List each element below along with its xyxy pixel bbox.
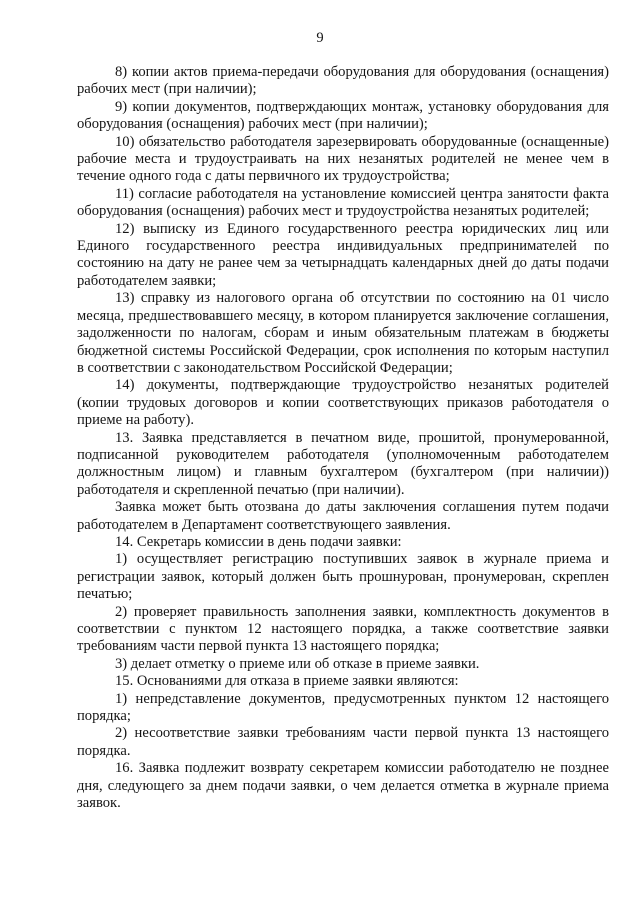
paragraph-clause-14-item-2: 2) проверяет правильность заполнения заявки, комплектность документов в соответствии с пунктом 12 настоящего порядка, а также соответствие заявки требованиям части первой пункта 13 настоящего порядка; [77, 603, 609, 655]
paragraph-item-14: 14) документы, подтверждающие трудоустройство незанятых родителей (копии трудовых договоров и копии соответствующих приказов работодателя о приеме на работу). [77, 377, 609, 429]
paragraph-item-12: 12) выписку из Единого государственного реестра юридических лиц или Единого государственного реестра индивидуальных предпринимателей по состоянию на дату не ранее чем за четырнадцать календарных дней до даты подачи работодателем заявки; [77, 220, 609, 289]
paragraph-clause-13: 13. Заявка представляется в печатном виде, прошитой, пронумерованной, подписанной руководителем работодателя (уполномоченным работодателем должностным лицом) и главным бухгалтером (бухгалтером (при наличии)) работодателя и скрепленной печатью (при наличии). [77, 429, 609, 498]
paragraph-item-13: 13) справку из налогового органа об отсутствии по состоянию на 01 число месяца, предшествовавшего месяцу, в котором планируется заключение соглашения, задолженности по налогам, сборам и иным обязательным платежам в бюджеты бюджетной системы Российской Федерации, срок исполнения по которым наступил в соответствии с законодательством Российской Федерации; [77, 290, 609, 376]
paragraph-clause-14-item-3: 3) делает отметку о приеме или об отказе в приеме заявки. [115, 655, 480, 672]
paragraph-clause-15: 15. Основаниями для отказа в приеме заявки являются: [115, 673, 459, 690]
paragraph-clause-16: 16. Заявка подлежит возврату секретарем комиссии работодателю не позднее дня, следующего за днем подачи заявки, о чем делается отметка в журнале приема заявок. [77, 760, 609, 812]
page-number: 9 [316, 30, 324, 46]
paragraph-clause-13-withdrawal: Заявка может быть отозвана до даты заключения соглашения путем подачи работодателем в Департамент соответствующего заявления. [77, 499, 609, 533]
paragraph-clause-15-item-1: 1) непредставление документов, предусмотренных пунктом 12 настоящего порядка; [77, 690, 609, 725]
paragraph-item-10: 10) обязательство работодателя зарезервировать оборудованные (оснащенные) рабочие места и трудоустраивать на них незанятых родителей не менее чем в течение одного года с даты первичного их трудоустройства; [77, 133, 609, 185]
document-body [77, 64, 609, 812]
paragraph-item-9: 9) копии документов, подтверждающих монтаж, установку оборудования для оборудования (оснащения) рабочих мест (при наличии); [77, 98, 609, 133]
paragraph-clause-14: 14. Секретарь комиссии в день подачи заявки: [115, 533, 402, 550]
paragraph-clause-15-item-2: 2) несоответствие заявки требованиям части первой пункта 13 настоящего порядка. [77, 725, 609, 759]
paragraph-item-11: 11) согласие работодателя на установление комиссией центра занятости факта оборудования (оснащения) рабочих мест и трудоустройства незанятых родителей; [77, 185, 609, 220]
paragraph-item-8: 8) копии актов приема-передачи оборудования для оборудования (оснащения) рабочих мест (при наличии); [77, 64, 609, 98]
paragraph-clause-14-item-1: 1) осуществляет регистрацию поступивших заявок в журнале приема и регистрации заявок, который должен быть прошнурован, пронумерован, скреплен печатью; [77, 551, 609, 603]
